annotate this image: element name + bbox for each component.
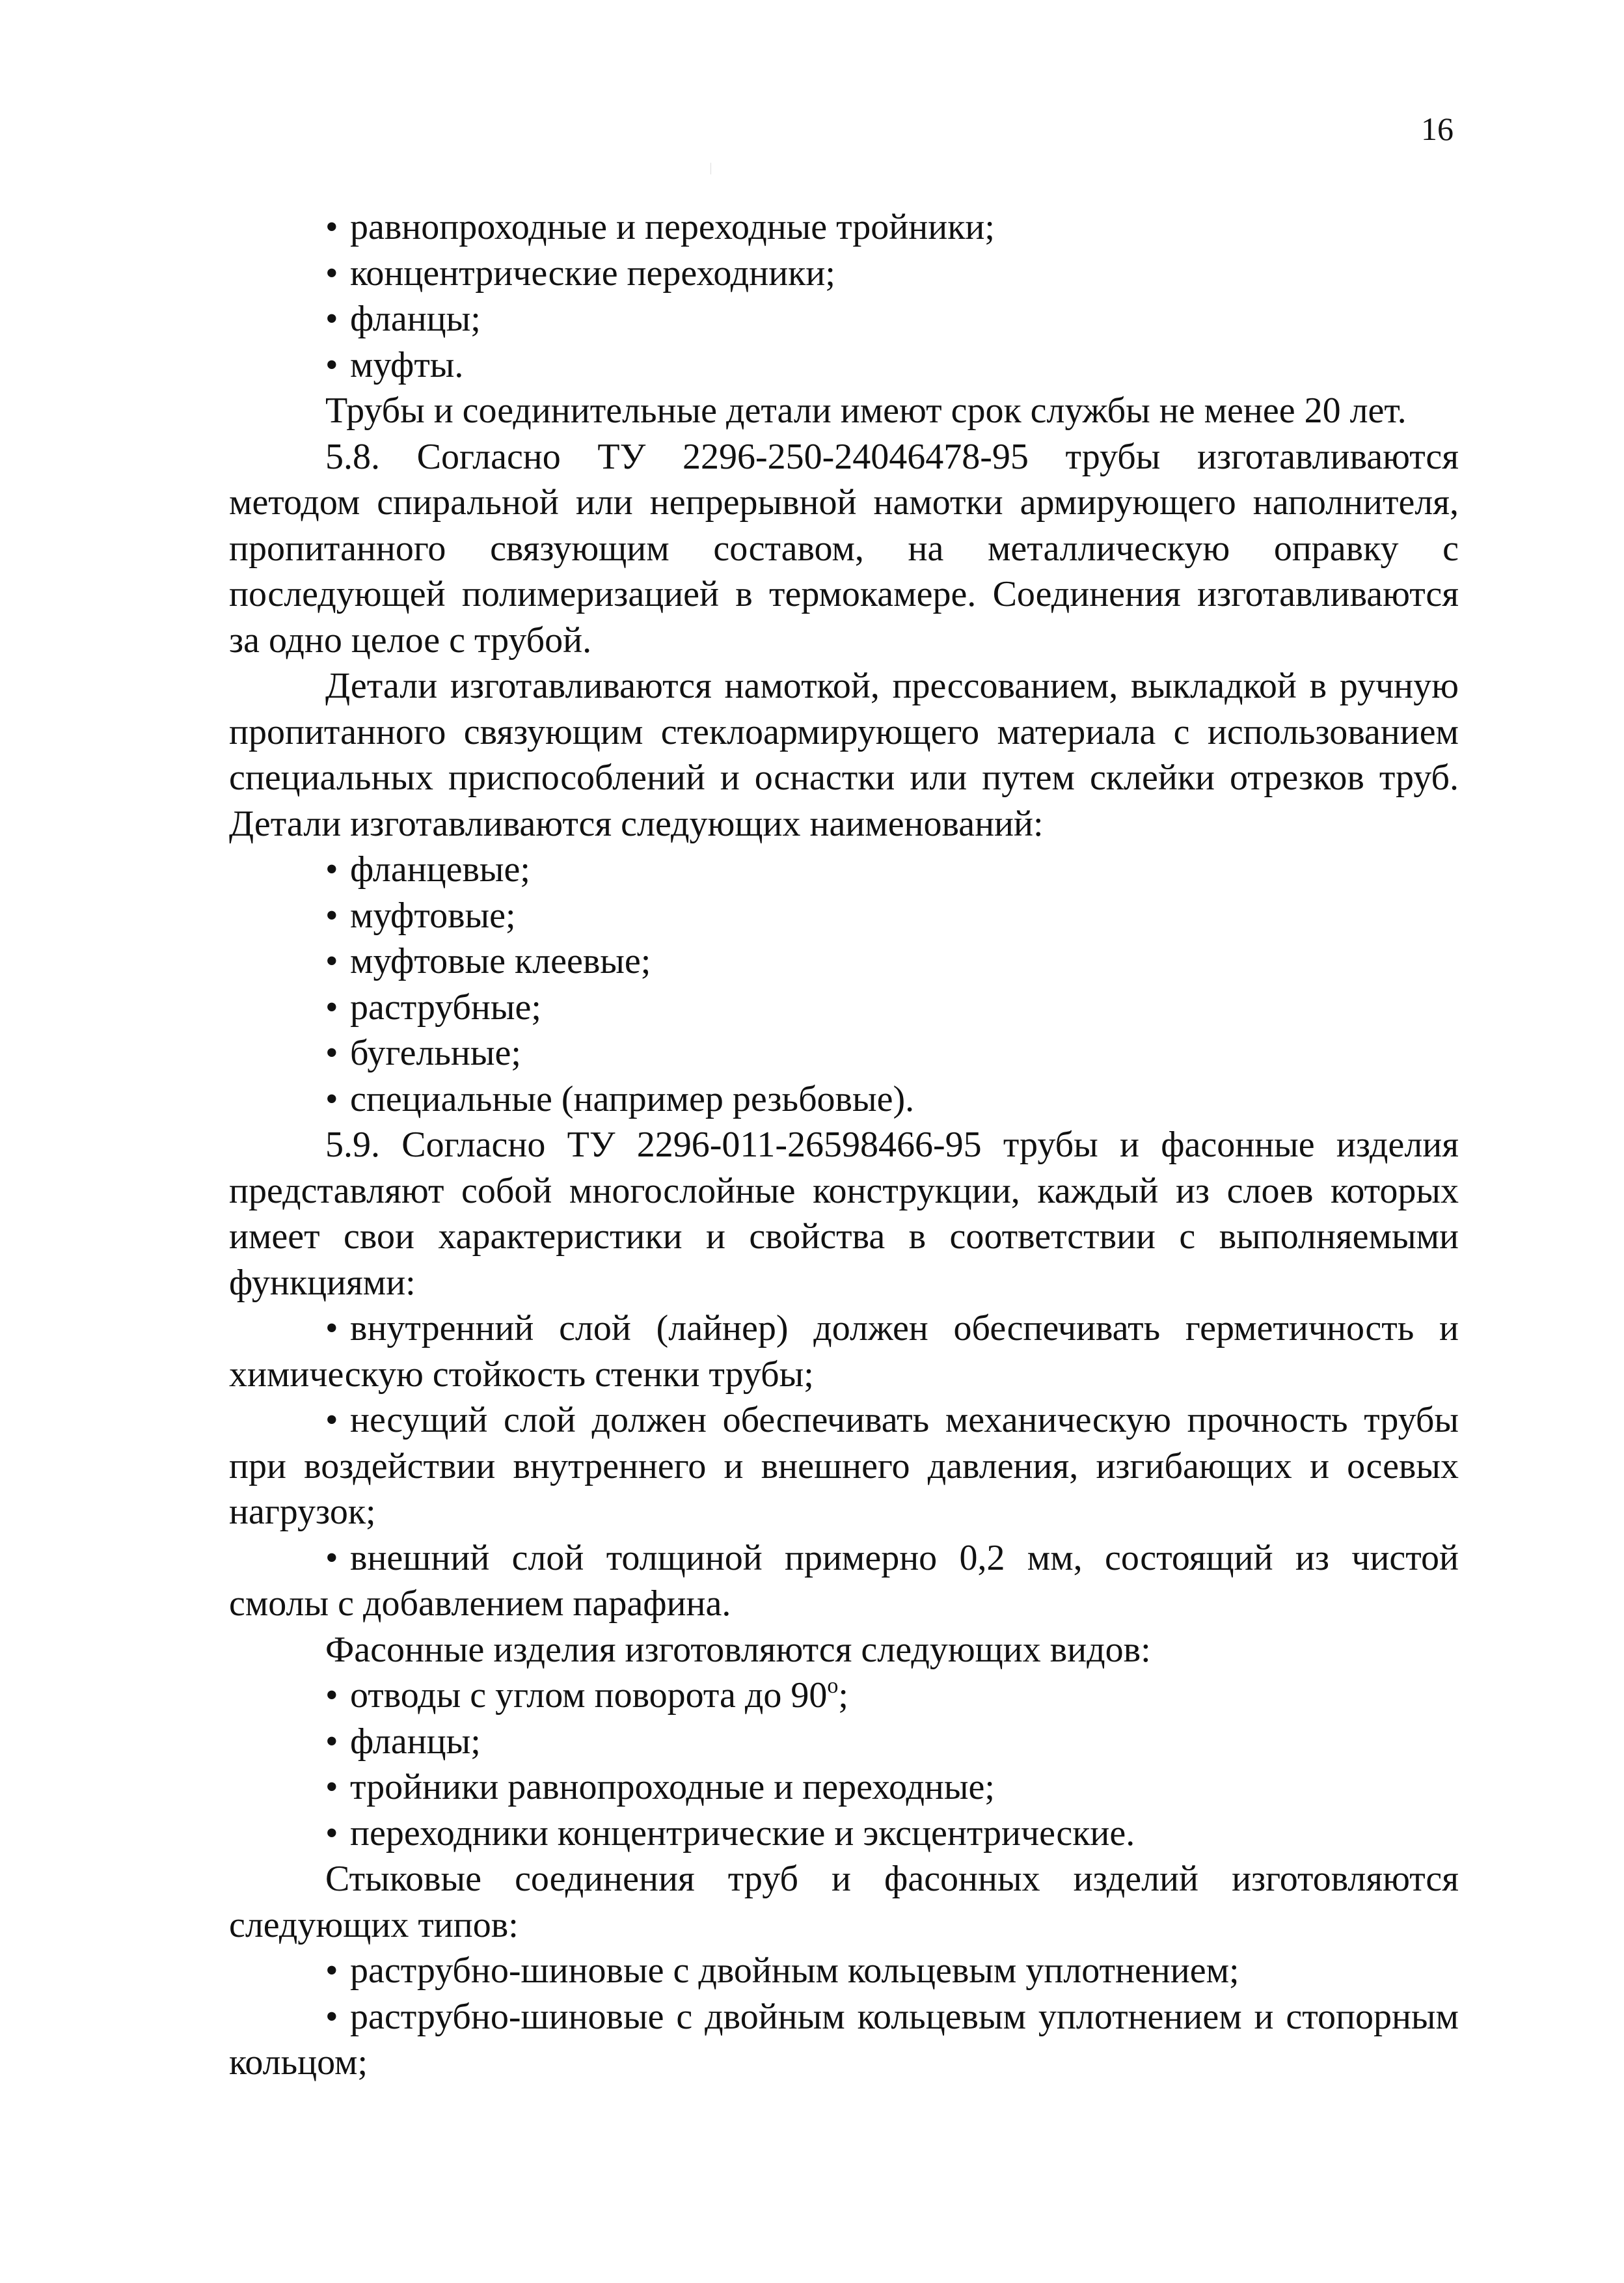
bullet-icon: • bbox=[325, 1812, 338, 1853]
list-item: • муфты. bbox=[229, 342, 1459, 389]
bullet-icon: • bbox=[325, 1950, 338, 1991]
list-item: • специальные (например резьбовые). bbox=[229, 1076, 1459, 1123]
list-item: • раструбно-шиновые с двойным кольцевым уплотнением и стопорным кольцом; bbox=[229, 1994, 1459, 2086]
bullet-icon: • bbox=[325, 1400, 338, 1440]
list-item: • муфтовые клеевые; bbox=[229, 938, 1459, 985]
bullet-icon: • bbox=[325, 895, 338, 936]
bullet-icon: • bbox=[325, 941, 338, 981]
bullet-icon: • bbox=[325, 1537, 338, 1578]
list-item: • переходники концентрические и эксцентрические. bbox=[229, 1811, 1459, 1857]
bullet-icon: • bbox=[325, 1078, 338, 1119]
list-item: • фланцы; bbox=[229, 1719, 1459, 1765]
bullet-icon: • bbox=[325, 1033, 338, 1073]
list-item: • бугельные; bbox=[229, 1030, 1459, 1076]
bullet-icon: • bbox=[325, 1308, 338, 1348]
paragraph-5-9: 5.9. Согласно ТУ 2296-011-26598466-95 трубы и фасонные изделия представляют собой многослойные конструкции, каждый из слоев которых имеет свои характеристики и свойства в соответствии с выполняемыми функциями: bbox=[229, 1125, 1459, 1303]
bullet-icon: • bbox=[325, 299, 338, 339]
paragraph-5-8: 5.8. Согласно ТУ 2296-250-24046478-95 трубы изготавливаются методом спиральной или непрерывной намотки армирующего наполнителя, пропитанного связующим составом, на металлическую оправку с последующей полимеризацией в термокамере. Соединения изготавливаются за одно целое с трубой. bbox=[229, 436, 1459, 661]
bullet-icon: • bbox=[325, 1721, 338, 1762]
list-item: • фланцы; bbox=[229, 296, 1459, 342]
bullet-icon: • bbox=[325, 849, 338, 890]
list-item: • отводы с углом поворота до $90^о$; bbox=[229, 1673, 1459, 1719]
scan-mark bbox=[710, 163, 711, 174]
list-item: • раструбные; bbox=[229, 985, 1459, 1031]
list-item: • внешний слой толщиной примерно 0,2 мм, состоящий из чистой смолы с добавлением парафина. bbox=[229, 1535, 1459, 1627]
list-item: • тройники равнопроходные и переходные; bbox=[229, 1764, 1459, 1811]
degree-sign: о bbox=[827, 1674, 839, 1698]
paragraph-joints: Стыковые соединения труб и фасонных изделий изготовляются следующих типов: bbox=[229, 1859, 1459, 1945]
bullet-icon: • bbox=[325, 253, 338, 294]
page-number: 16 bbox=[1421, 111, 1454, 147]
list-item: • раструбно-шиновые с двойным кольцевым уплотнением; bbox=[229, 1948, 1459, 1994]
list-item: • муфтовые; bbox=[229, 893, 1459, 939]
bullet-icon: • bbox=[325, 207, 338, 247]
paragraph-details: Детали изготавливаются намоткой, прессованием, выкладкой в ручную пропитанного связующим стеклоармирующего материала с использованием специальных приспособлений и оснастки или путем склейки отрезков труб. Детали изготавливаются следующих наименований: bbox=[229, 666, 1459, 844]
list-item: • несущий слой должен обеспечивать механическую прочность трубы при воздействии внутреннего и внешнего давления, изгибающих и осевых нагрузок; bbox=[229, 1397, 1459, 1535]
list-item: • концентрические переходники; bbox=[229, 251, 1459, 297]
list-item: • равнопроходные и переходные тройники; bbox=[229, 204, 1459, 251]
bullet-icon: • bbox=[325, 987, 338, 1028]
paragraph-shaped-products: Фасонные изделия изготовляются следующих видов: bbox=[325, 1629, 1151, 1670]
list-item: • внутренний слой (лайнер) должен обеспечивать герметичность и химическую стойкость стенки трубы; bbox=[229, 1306, 1459, 1397]
bullet-icon: • bbox=[325, 344, 338, 385]
bullet-icon: • bbox=[325, 1675, 338, 1716]
document-body bbox=[229, 204, 1459, 2086]
bullet-icon: • bbox=[325, 1996, 338, 2037]
paragraph-service-life: Трубы и соединительные детали имеют срок службы не менее 20 лет. bbox=[325, 390, 1407, 431]
bullet-icon: • bbox=[325, 1767, 338, 1807]
list-item: • фланцевые; bbox=[229, 847, 1459, 893]
